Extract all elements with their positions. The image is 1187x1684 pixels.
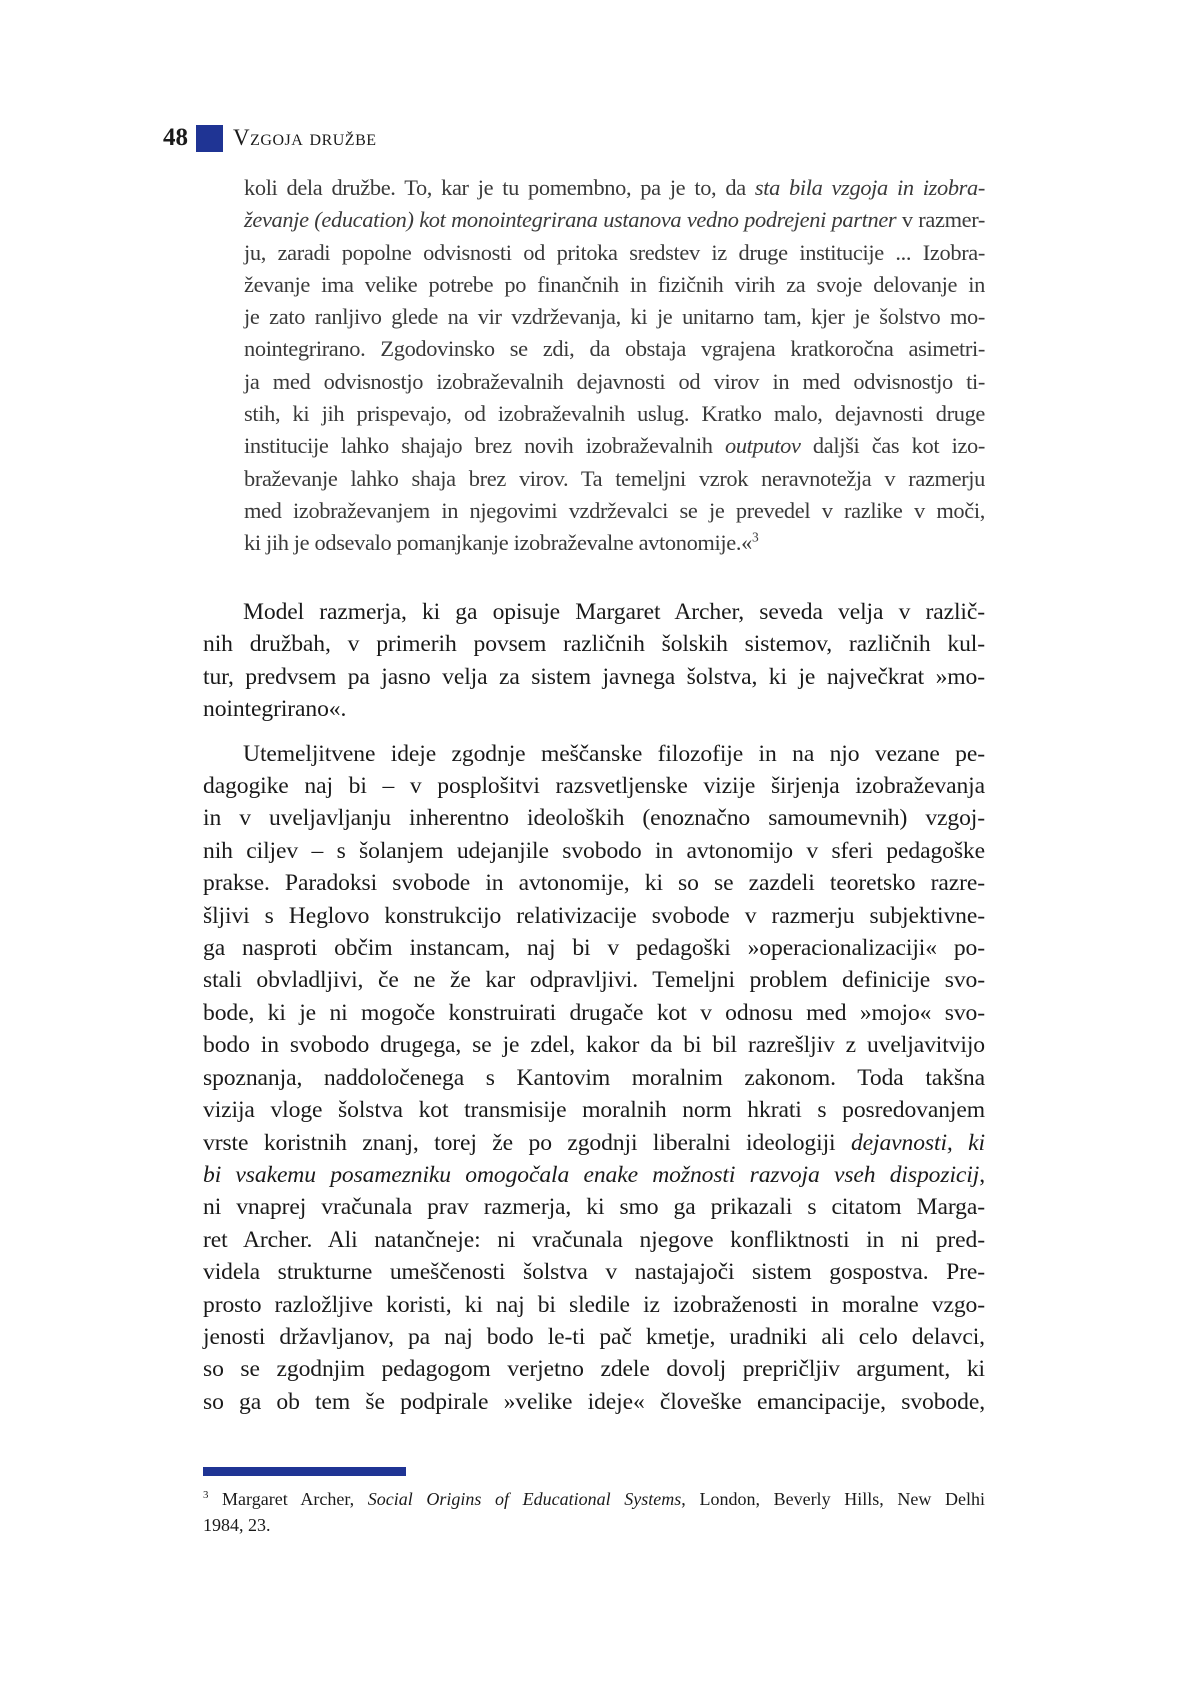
paragraph-2 <box>203 738 985 1419</box>
paragraph-text: in v uveljavljanju inherentno ideoloških (enoznačno samoumevnih) vzgoj- <box>203 805 985 832</box>
paragraph-line <box>203 1159 985 1191</box>
paragraph-line <box>203 1224 985 1256</box>
paragraph-text: jenosti državljanov, pa naj bodo le-ti pač kmetje, uradniki ali celo delavci, <box>203 1323 985 1350</box>
paragraph-line <box>203 1256 985 1288</box>
footnote-book-title: Social Origins of Educational Systems <box>367 1489 682 1509</box>
paragraph-text: spoznanja, naddoločenega s Kantovim moralnim zakonom. Toda takšna <box>203 1064 985 1091</box>
paragraph-text: videla strukturne umeščenosti šolstva v nastajajoči sistem gospostva. Pre- <box>203 1259 985 1286</box>
quote-text: braževanje lahko shaja brez virov. Ta temeljni vzrok neravnotežja v razmerju <box>244 465 985 491</box>
quote-line <box>244 204 985 236</box>
quote-line <box>244 172 985 204</box>
quote-line <box>244 301 985 333</box>
paragraph-line: nih družbah, v primerih povsem različnih šolskih sistemov, različnih kul- <box>203 631 985 658</box>
header-square-ornament <box>196 125 223 152</box>
footnote <box>203 1486 985 1538</box>
paragraph-text: , <box>979 1161 985 1188</box>
running-header <box>163 118 377 158</box>
quote-text: ja med odvisnostjo izobraževalnih dejavnosti od virov in med odvisnostjo ti- <box>244 368 985 394</box>
paragraph-text: Utemeljitvene ideje zgodnje meščanske filozofije in na njo vezane pe- <box>243 740 985 767</box>
paragraph-line <box>203 1094 985 1126</box>
quote-text: koli dela družbe. To, kar je tu pomembno, pa je to, da <box>244 175 755 200</box>
quote-text: ju, zaradi popolne odvisnosti od pritoka sredstev iz druge institucije ... Izobra- <box>244 239 985 265</box>
paragraph-line <box>203 1289 985 1321</box>
footnote-text: , London, Beverly Hills, New Delhi <box>681 1489 985 1509</box>
paragraph-line <box>203 1029 985 1061</box>
paragraph-line <box>203 964 985 996</box>
footnote-reference: 3 <box>751 529 759 545</box>
page-number: 48 <box>163 124 188 151</box>
paragraph-line <box>203 770 985 802</box>
paragraph-1 <box>203 596 985 726</box>
paragraph-line <box>203 738 985 770</box>
quote-line <box>244 495 985 527</box>
paragraph-text: dagogike naj bi – v posplošitvi razsvetljenske vizije širjenja izobraževanja <box>203 773 985 800</box>
quote-text: ki jih je odsevalo pomanjkanje izobraževalne avtonomije.« <box>244 530 752 556</box>
quote-text: daljši čas kot izo- <box>800 433 985 459</box>
paragraph-line: Model razmerja, ki ga opisuje Margaret Archer, seveda velja v različ- <box>243 599 985 625</box>
quote-text: stih, ki jih prispevajo, od izobraževalnih uslug. Kratko malo, dejavnosti druge <box>244 401 985 427</box>
quote-line <box>244 269 985 301</box>
quote-line <box>244 527 985 559</box>
quote-text: v razmer- <box>896 207 985 233</box>
footnote-text: Margaret Archer, <box>208 1489 368 1509</box>
paragraph-line <box>203 1191 985 1223</box>
paragraph-text: ret Archer. Ali natančneje: ni vračunala njegove konfliktnosti in ni pred- <box>203 1226 985 1253</box>
quote-text: je zato ranljivo glede na vir vzdrževanja, ki je unitarno tam, kjer je šolstvo mo- <box>244 304 985 330</box>
footnote-number: 3 <box>203 1489 209 1501</box>
quote-emphasis: ževanje (education) kot monointegrirana ustanova vedno podrejeni partner <box>244 207 897 233</box>
paragraph-line <box>203 1127 985 1159</box>
paragraph-line: nointegrirano«. <box>203 696 347 723</box>
quote-line <box>244 333 985 365</box>
paragraph-line <box>203 1353 985 1385</box>
paragraph-line <box>203 1386 985 1418</box>
paragraph-line <box>203 932 985 964</box>
paragraph-text: vizija vloge šolstva kot transmisije moralnih norm hkrati s posredovanjem <box>203 1097 985 1124</box>
quote-line <box>244 398 985 430</box>
running-head-title: Vzgoja družbe <box>233 125 377 150</box>
quote-text: med izobraževanjem in njegovimi vzdrževalci se je prevedel v razlike v moči, <box>244 497 985 523</box>
body-text <box>203 596 985 1430</box>
paragraph-text: ni vnaprej vračunala prav razmerja, ki smo ga prikazali s citatom Marga- <box>203 1194 985 1221</box>
footnote-rule <box>203 1467 406 1476</box>
emphasis-text: bi vsakemu posamezniku omogočala enake možnosti razvoja vseh dispozicij <box>203 1161 980 1188</box>
paragraph-text: ga nasproti občim instancam, naj bi v pedagoški »operacionalizaciji« po- <box>203 935 985 962</box>
paragraph-text: bode, ki je ni mogoče konstruirati drugače kot v odnosu med »mojo« svo- <box>203 999 985 1026</box>
quote-line <box>244 463 985 495</box>
block-quote <box>244 172 985 560</box>
quote-line <box>244 237 985 269</box>
paragraph-text: so ga ob tem še podpirale »velike ideje« človeške emancipacije, svobode, <box>203 1388 985 1415</box>
paragraph-text: so se zgodnjim pedagogom verjetno zdele dovolj prepričljiv argument, ki <box>203 1356 985 1383</box>
paragraph-line <box>203 997 985 1029</box>
quote-text: nointegrirano. Zgodovinsko se zdi, da obstaja vgrajena kratkoročna asimetri- <box>244 336 985 362</box>
quote-line <box>244 366 985 398</box>
paragraph-text: nih ciljev – s šolanjem udejanjile svobodo in avtonomijo v sferi pedagoške <box>203 837 985 864</box>
paragraph-line <box>203 1321 985 1353</box>
paragraph-line <box>203 802 985 834</box>
quote-line <box>244 430 985 462</box>
footnote-line: 1984, 23. <box>203 1515 271 1535</box>
quote-emphasis: outputov <box>724 433 801 459</box>
paragraph-text: bodo in svobodo drugega, se je zdel, kakor da bi bil razrešljiv z uveljavitvijo <box>203 1032 985 1059</box>
paragraph-text: šljivi s Heglovo konstrukcijo relativizacije svobode v razmerju subjektivne- <box>203 902 985 929</box>
quote-text: institucije lahko shajajo brez novih izobraževalnih <box>244 433 725 459</box>
paragraph-line <box>203 900 985 932</box>
paragraph-text: prosto razložljive koristi, ki naj bi sledile iz izobraženosti in moralne vzgo- <box>203 1291 985 1318</box>
emphasis-text: dejavnosti, ki <box>850 1129 985 1156</box>
footnote-line <box>203 1486 985 1512</box>
paragraph-line: tur, predvsem pa jasno velja za sistem javnega šolstva, ki je največkrat »mo- <box>203 663 985 690</box>
paragraph-text: stali obvladljivi, če ne že kar odpravljivi. Temeljni problem definicije svo- <box>203 967 985 994</box>
paragraph-text: vrste koristnih znanj, torej že po zgodnji liberalni ideologiji <box>203 1129 851 1156</box>
paragraph-text: prakse. Paradoksi svobode in avtonomije, ki so se zazdeli teoretsko razre- <box>203 870 985 897</box>
paragraph-line <box>203 867 985 899</box>
quote-text: ževanje ima velike potrebe po finančnih in fizičnih virih za svoje delovanje in <box>244 271 985 297</box>
paragraph-line <box>203 1062 985 1094</box>
paragraph-line <box>203 835 985 867</box>
quote-emphasis: sta bila vzgoja in izobra- <box>754 175 985 200</box>
